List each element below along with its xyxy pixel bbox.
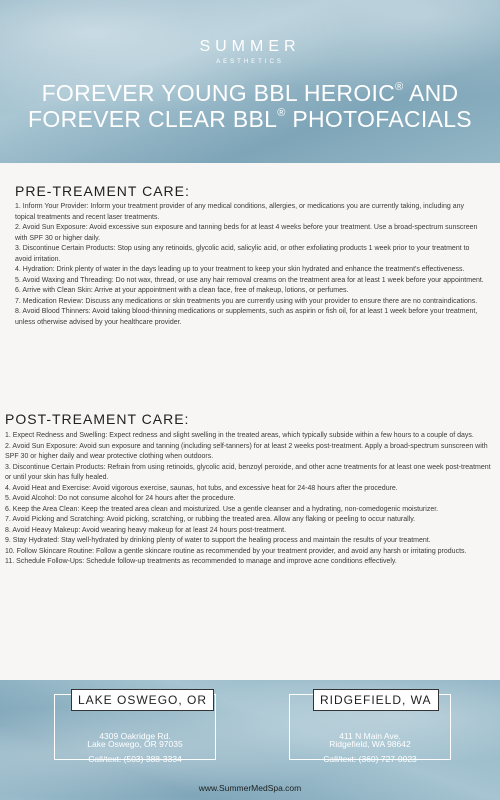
phone-number[interactable]: Call/text: (503) 388-3334 (88, 754, 182, 764)
brand-tagline: AESTHETICS (216, 59, 284, 65)
list-item: 11. Schedule Follow-Ups: Schedule follow-up treatments as recommended to manage and improve acne conditions effectively. (5, 558, 397, 565)
list-item: 7. Medication Review: Discuss any medications or skin treatments you are currently using with your provider to ensure there are no contraindications. (15, 297, 478, 305)
list-item: 6. Keep the Area Clean: Keep the treated area clean and moisturized. Use a gentle cleanser and a hydrating, non-comedogenic moisturizer. (5, 505, 439, 513)
registered-mark: ® (277, 107, 286, 119)
brand-logo: SUMMER (199, 38, 301, 55)
page-title (10, 80, 490, 132)
title-line1-main: FOREVER YOUNG BBL HEROIC (41, 80, 396, 106)
title-line1-end: AND (403, 80, 459, 106)
location-card-lake-oswego (54, 693, 216, 764)
registered-mark: ® (395, 81, 404, 93)
list-item: 2. Avoid Sun Exposure: Avoid sun exposure and tanning (including self-tanners) for at least 2 weeks post-treatment. Apply a broad-spectrum sunscreen with SPF 30 or higher daily and wear protective clothing when outdoors. (5, 442, 488, 460)
list-item: 4. Hydration: Drink plenty of water in the days leading up to your treatment to keep your skin hydrated and enhance the treatment's effectiveness. (15, 266, 465, 273)
website-link[interactable]: www.SummerMedSpa.com (198, 783, 302, 793)
list-item: 1. Expect Redness and Swelling: Expect redness and slight swelling in the treated areas, which typically subside within a few hours to a couple of days. (5, 432, 474, 439)
list-item: 5. Avoid Waxing and Threading: Do not wax, thread, or use any hair removal creams on the treatment area for at least 1 week before your appointment. (15, 276, 484, 284)
footer-banner (0, 680, 500, 800)
post-care-list (5, 431, 493, 568)
phone-number[interactable]: Call/text: (360) 727-0023 (323, 754, 417, 764)
list-item: 9. Stay Hydrated: Stay well-hydrated by drinking plenty of water to support the healing process and maintain the results of your treatment. (5, 537, 431, 544)
list-item: 3. Discontinue Certain Products: Refrain from using retinoids, glycolic acid, benzoyl peroxide, and other acne treatments for at least one week post-treatment or until your skin has fully healed. (5, 463, 491, 481)
post-care-heading: POST-TREAMENT CARE: (5, 411, 190, 427)
address-line: 4309 Oakridge Rd. (99, 731, 171, 741)
title-line2-end: PHOTOFACIALS (285, 106, 472, 132)
address-city-line: Ridgefield, WA 98642 (329, 739, 411, 749)
address-line: 411 N Main Ave. (339, 731, 401, 741)
list-item: 6. Arrive with Clean Skin: Arrive at your appointment with a clean face, free of makeup, lotions, or perfumes. (15, 287, 349, 294)
list-item: 8. Avoid Heavy Makeup: Avoid wearing heavy makeup for at least 24 hours post-treatment. (5, 526, 287, 534)
list-item: 5. Avoid Alcohol: Do not consume alcohol for 24 hours after the procedure. (5, 495, 236, 502)
title-line2-main: FOREVER CLEAR BBL (28, 106, 278, 132)
list-item: 1. Inform Your Provider: Inform your treatment provider of any medical conditions, allergies, or medications you are currently taking, including any topical treatments and recent laser treatments. (15, 203, 464, 221)
location-card-ridgefield (289, 693, 451, 764)
pre-care-heading: PRE-TREAMENT CARE: (15, 183, 190, 199)
list-item: 7. Avoid Picking and Scratching: Avoid picking, scratching, or rubbing the treated area. Allow any flaking or peeling to occur naturally. (5, 516, 416, 523)
location-label: LAKE OSWEGO, OR (71, 689, 214, 711)
list-item: 8. Avoid Blood Thinners: Avoid taking blood-thinning medications or supplements, such as aspirin or fish oil, for at least 1 week before your treatment, unless otherwise advised by your healthcare provider. (15, 308, 478, 326)
list-item: 2. Avoid Sun Exposure: Avoid excessive sun exposure and tanning beds for at least 4 weeks before your treatment. Use a broad-spectrum sunscreen with SPF 30 or higher daily. (15, 224, 478, 242)
address-city-line: Lake Oswego, OR 97035 (87, 739, 183, 749)
header-banner (0, 0, 500, 163)
pre-care-list (15, 202, 485, 328)
list-item: 10. Follow Skincare Routine: Follow a gentle skincare routine as recommended by your treatment provider, and avoid any harsh or irritating products. (5, 547, 467, 555)
list-item: 3. Discontinue Certain Products: Stop using any retinoids, glycolic acid, salicylic acid, or other exfoliating products 1 week prior to your treatment to avoid irritation. (15, 245, 470, 263)
location-label: RIDGEFIELD, WA (313, 689, 439, 711)
list-item: 4. Avoid Heat and Exercise: Avoid vigorous exercise, saunas, hot tubs, and excessive heat for 24-48 hours after the procedure. (5, 484, 398, 492)
